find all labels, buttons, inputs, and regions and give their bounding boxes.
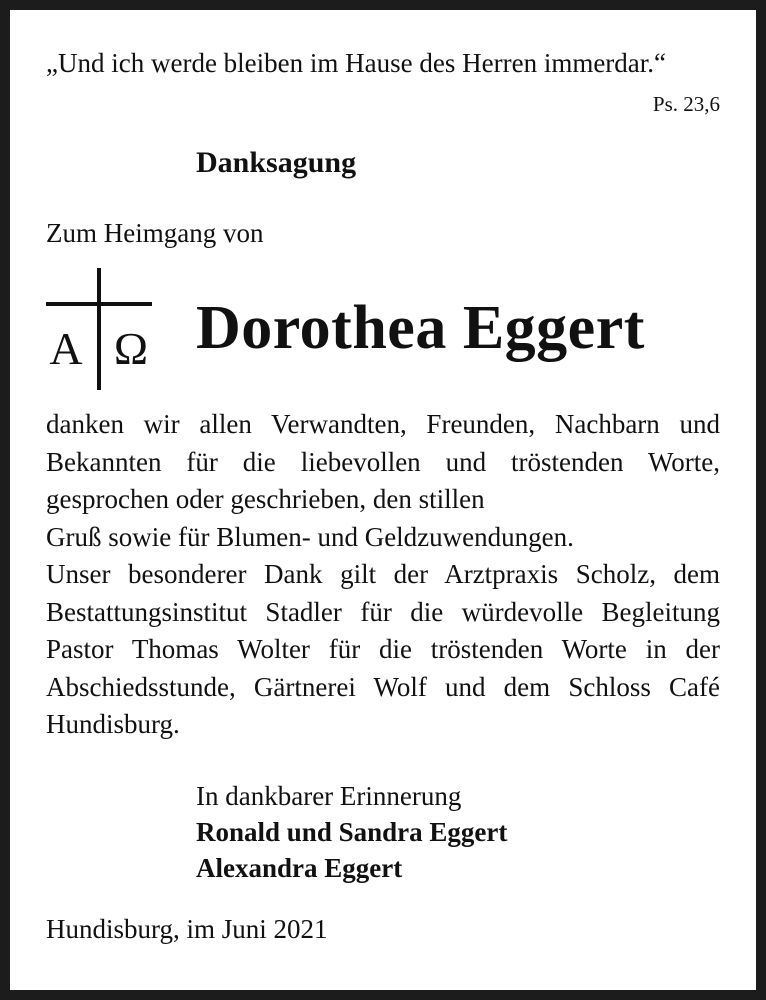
obituary-notice	[10, 10, 756, 990]
deceased-name: Dorothea Eggert	[196, 294, 645, 362]
closing-block	[196, 778, 507, 886]
closing-phrase: In dankbarer Erinnerung	[196, 781, 462, 811]
body-line: Bekannten für die liebevollen und tröstenden Worte,	[46, 446, 720, 477]
place-and-date: Hundisburg, im Juni 2021	[46, 914, 328, 944]
body-line: Pastor Thomas Wolter für die tröstenden Worte in der	[46, 634, 720, 664]
intro-text: Zum Heimgang von	[46, 218, 264, 248]
body-line: Hundisburg.	[46, 709, 180, 739]
notice-heading: Danksagung	[196, 146, 357, 179]
thanks-paragraph	[46, 406, 720, 744]
body-line: danken wir allen Verwandten, Freunden, Nachbarn und	[46, 409, 720, 439]
bible-reference: Ps. 23,6	[652, 92, 720, 116]
body-line: gesprochen oder geschrieben, den stillen	[46, 484, 485, 514]
bible-quote: „Und ich werde bleiben im Hause des Herren immerdar.“	[46, 48, 667, 78]
signatory-name: Alexandra Eggert	[196, 853, 403, 883]
alpha-letter: A	[49, 323, 83, 374]
body-line: Unser besonderer Dank gilt der Arztpraxis Scholz, dem	[46, 559, 720, 589]
omega-letter: Ω	[113, 323, 149, 374]
body-line: Abschiedsstunde, Gärtnerei Wolf und dem Schloss Café	[46, 671, 720, 702]
cross-alpha-omega-icon	[44, 266, 160, 392]
body-line: Bestattungsinstitut Stadler für die würdevolle Begleitung	[46, 596, 720, 627]
signatory-name: Ronald und Sandra Eggert	[196, 817, 508, 847]
body-line: Gruß sowie für Blumen- und Geldzuwendungen.	[46, 521, 574, 552]
